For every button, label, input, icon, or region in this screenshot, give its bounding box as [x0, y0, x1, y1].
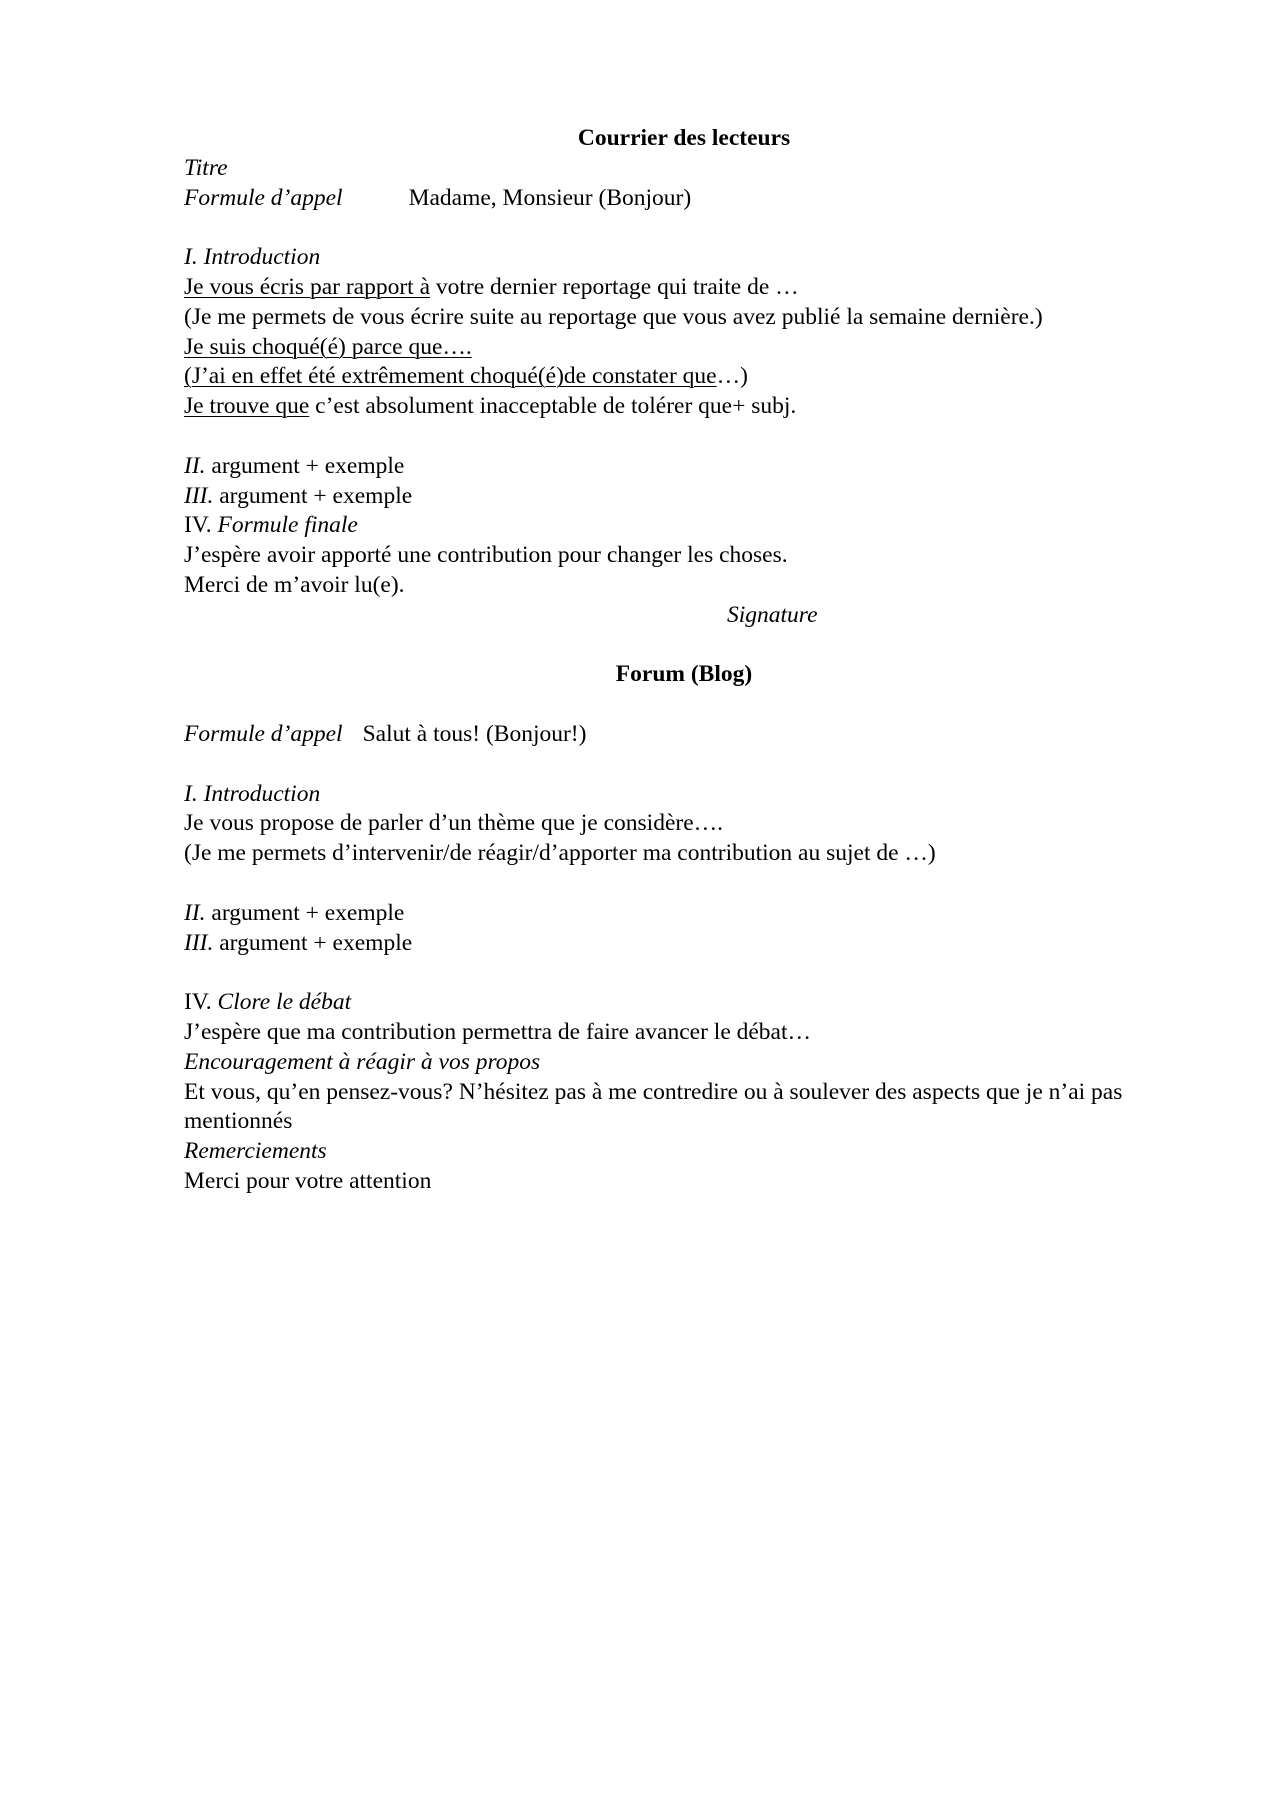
- courrier-formule-finale-heading: [184, 511, 1184, 541]
- forum-argument-2-num: II.: [184, 899, 206, 926]
- forum-intro-line-2: (Je me permets d’intervenir/de réagir/d’apporter ma contribution au sujet de …): [184, 840, 936, 867]
- courrier-intro-line-2: (Je me permets de vous écrire suite au reportage que vous avez publié la semaine dernière.): [184, 303, 1043, 330]
- forum-clore-label: Clore le débat: [217, 989, 352, 1016]
- forum-argument-3: [184, 929, 1184, 959]
- courrier-argument-2: [184, 452, 1184, 482]
- forum-argument-3-num: III.: [184, 929, 214, 956]
- forum-argument-2-text: argument + exemple: [205, 899, 405, 926]
- courrier-argument-2-num: II.: [184, 452, 206, 479]
- courrier-intro-line-1: [184, 273, 1184, 303]
- forum-remerciements-text: Merci pour votre attention: [184, 1167, 432, 1194]
- courrier-intro-line-4-underlined: J’ai en effet été extrêmement choqué(é)de constater que: [191, 363, 717, 390]
- forum-remerciements-label: Remerciements: [184, 1138, 327, 1165]
- courrier-intro-line-3: [184, 333, 1184, 363]
- forum-clore-num: IV.: [184, 989, 218, 1016]
- courrier-intro-line-5-underlined: Je trouve que: [184, 393, 310, 420]
- courrier-intro-line-5: [184, 392, 1184, 422]
- forum-heading: Forum (Blog): [615, 661, 753, 688]
- courrier-final-line-1: J’espère avoir apporté une contribution pour changer les choses.: [184, 542, 788, 569]
- courrier-formule-finale-label: Formule finale: [217, 512, 358, 539]
- signature-row: [184, 601, 1184, 631]
- courrier-formule-appel-row: [184, 184, 1184, 214]
- courrier-intro-line-3-underlined: Je suis choqué(é) parce que….: [184, 333, 472, 360]
- courrier-final-line-2: Merci de m’avoir lu(e).: [184, 571, 405, 598]
- forum-formule-appel-row: [184, 720, 1184, 750]
- forum-formule-appel-label: Formule d’appel: [184, 720, 343, 747]
- courrier-argument-3: [184, 482, 1184, 512]
- courrier-intro-line-4-rest: …): [716, 363, 748, 390]
- forum-clore-heading: [184, 988, 1184, 1018]
- courrier-intro-line-4: [184, 362, 1184, 392]
- courrier-formule-appel-label: Formule d’appel: [184, 184, 343, 211]
- forum-clore-line-1: J’espère que ma contribution permettra de faire avancer le débat…: [184, 1018, 812, 1045]
- forum-argument-2: [184, 899, 1184, 929]
- forum-intro-label: I. Introduction: [184, 780, 321, 807]
- courrier-argument-3-text: argument + exemple: [213, 482, 413, 509]
- courrier-formule-finale-num: IV.: [184, 512, 218, 539]
- forum-intro-line-1: Je vous propose de parler d’un thème que je considère….: [184, 810, 724, 837]
- document-page: [184, 124, 1184, 1197]
- courrier-formule-appel-value: Madame, Monsieur (Bonjour): [408, 184, 692, 211]
- forum-encouragement-label: Encouragement à réagir à vos propos: [184, 1048, 541, 1075]
- courrier-intro-label: I. Introduction: [184, 244, 321, 271]
- courrier-intro-line-1-underlined: Je vous écris par rapport à: [184, 273, 431, 300]
- courrier-argument-2-text: argument + exemple: [205, 452, 405, 479]
- courrier-heading: Courrier des lecteurs: [577, 125, 791, 151]
- forum-argument-3-text: argument + exemple: [213, 929, 413, 956]
- forum-encouragement-text: Et vous, qu’en pensez-vous? N’hésitez pas à me contredire ou à soulever des aspects que je n’ai pas mentionnés: [184, 1078, 1123, 1135]
- courrier-intro-line-4-open: (: [184, 363, 192, 390]
- signature-label: Signature: [727, 601, 818, 628]
- forum-formule-appel-value: Salut à tous! (Bonjour!): [362, 720, 587, 747]
- courrier-intro-line-5-rest: c’est absolument inacceptable de tolérer que+ subj.: [309, 393, 797, 420]
- courrier-argument-3-num: III.: [184, 482, 214, 509]
- courrier-intro-line-1-rest: votre dernier reportage qui traite de …: [430, 273, 799, 300]
- titre-label: Titre: [184, 154, 228, 181]
